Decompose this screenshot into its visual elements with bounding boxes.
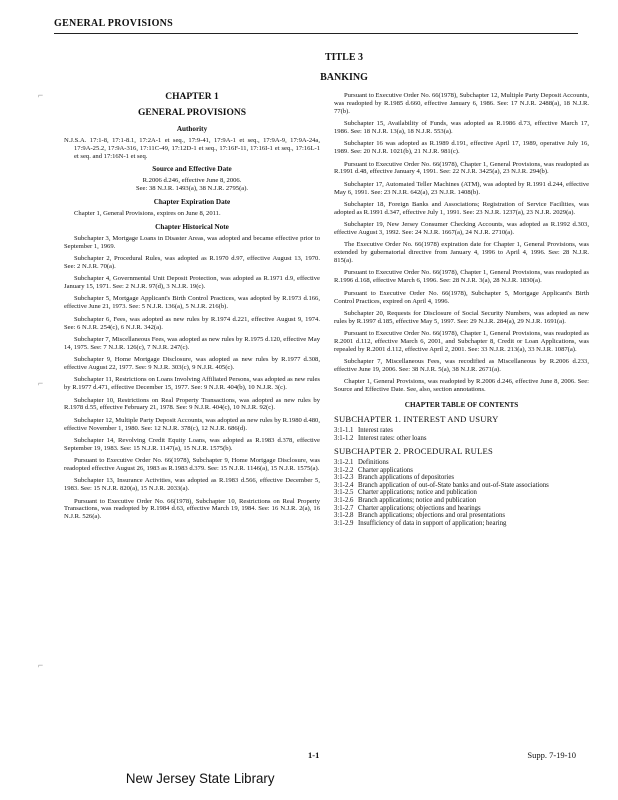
toc-section-title: Charter applications [358, 466, 413, 474]
toc-entry [334, 482, 589, 490]
history-paragraph: Subchapter 14, Revolving Credit Equity Loans, was adopted as R.1983 d.378, effective September 19, 1983. See: 15 N.J.R. 1147(a), 15 N.J.R. 1575(b). [64, 436, 320, 452]
history-paragraph: Subchapter 19, New Jersey Consumer Checking Accounts, was adopted as R.1992 d.303, effective August 3, 1992. See: 24 N.J.R. 1667(a), 24 N.J.R. 2710(a). [334, 221, 589, 237]
history-paragraph: Pursuant to Executive Order No. 66(1978), Subchapter 10, Restrictions on Real Property Transactions, was readopted by R.1984 d.63, effective March 19, 1984. See: 16 N.J.R. 2(a), 16 N.J.R. 526(a). [64, 497, 320, 521]
toc-section-title: Insufficiency of data in support of application; hearing [358, 519, 507, 527]
source-heading: Source and Effective Date [152, 165, 232, 174]
toc-section-title: Branch application of out-of-State banks and out-of-State associations [358, 481, 549, 489]
toc-heading: CHAPTER TABLE OF CONTENTS [404, 401, 519, 410]
margin-tick-mark: ⌐ [38, 378, 44, 388]
toc-entry [334, 427, 589, 435]
history-paragraph: Subchapter 15, Availability of Funds, was adopted as R.1986 d.73, effective March 17, 1986. See: 18 N.J.R. 13(a), 18 N.J.R. 553(a). [334, 120, 589, 136]
toc-section-title: Definitions [358, 459, 389, 467]
history-paragraph: Pursuant to Executive Order No. 66(1978), Subchapter 12, Multiple Party Deposit Accounts, was readopted by R.1985 d.660, effective January 6, 1986. See: 17 N.J.R. 2488(a), 18 N.J.R. 77(b). [334, 92, 589, 115]
chapter-number: CHAPTER 1 [165, 92, 219, 102]
page-number: 1-1 [308, 750, 320, 760]
toc-section-number: 3:1-2.1 [334, 459, 354, 467]
margin-tick-mark: ⌐ [38, 660, 44, 670]
toc-section-title: Branch applications; notice and publication [358, 497, 477, 505]
history-paragraph: Subchapter 4, Governmental Unit Deposit Protection, was adopted as R.1971 d.9, effective January 15, 1971. See: 2 N.J.R. 97(d), 3 N.J.R. 19(c). [64, 275, 320, 291]
history-paragraph: Pursuant to Executive Order No. 66(1978), Chapter 1, General Provisions, was readopted as R.1996 d.168, effective March 6, 1996. See: 28 N.J.R. 3(a), 28 N.J.R. 1830(a). [334, 269, 589, 285]
toc-entry [334, 459, 589, 467]
toc-section-title: Interest rates: other loans [358, 434, 427, 442]
history-paragraph: Subchapter 18, Foreign Banks and Associations; Registration of Service Facilities, was adopted as R.1991 d.347, effective July 1, 1991. See: 23 N.J.R. 1237(a), 23 N.J.R. 2029(a). [334, 200, 589, 216]
subchapter-heading: SUBCHAPTER 2. PROCEDURAL RULES [334, 446, 493, 457]
toc-section-number: 3:1-2.5 [334, 489, 354, 497]
toc-section-number: 3:1-2.7 [334, 504, 354, 512]
history-paragraph: Subchapter 7, Miscellaneous Fees, was recodified as Miscellaneous by R.2006 d.233, effective June 19, 2006. See: 38 N.J.R. 5(a), 38 N.J.R. 2671(a). [334, 358, 589, 374]
toc-entry [334, 497, 589, 505]
toc-entry [334, 489, 589, 497]
source-line: See: 38 N.J.R. 1493(a), 38 N.J.R. 2795(a). [135, 185, 249, 193]
left-column [64, 92, 320, 526]
history-paragraph: Pursuant to Executive Order No. 66(1978), Subchapter 5, Mortgage Applicant's Birth Control Practices, expired on April 4, 1996. [334, 289, 589, 305]
history-paragraph: Subchapter 11, Restrictions on Loans Involving Affiliated Persons, was adopted as new rules by R.1977 d.471, effective December 15, 1977. See: 9 N.J.R. 404(b), 10 N.J.R. 3(c). [64, 376, 320, 392]
toc-entry [334, 505, 589, 513]
history-paragraph: Subchapter 7, Miscellaneous Fees, was adopted as new rules by R.1975 d.120, effective May 14, 1975. See: 7 N.J.R. 126(c), 7 N.J.R. 247(c). [64, 335, 320, 351]
toc-section-number: 3:1-2.9 [334, 519, 354, 527]
history-paragraph: Subchapter 6, Fees, was adopted as new rules by R.1974 d.221, effective August 9, 1974. See: 6 N.J.R. 254(c), 6 N.J.R. 342(a). [64, 315, 320, 331]
toc-section-number: 3:1-2.4 [334, 481, 354, 489]
history-paragraph: Pursuant to Executive Order No. 66(1978), Subchapter 9, Home Mortgage Disclosure, was readopted effective August 26, 1983 as R.1983 d.379. See: 15 N.J.R. 1146(a), 15 N.J.R. 1575(a). [64, 457, 320, 473]
history-paragraph: Pursuant to Executive Order No. 66(1978), Chapter 1, General Provisions, was readopted as R.2001 d.112, effective March 6, 2001, and Subchapter 8, Credit or Loan Applications, was repealed by R.2001 d.112, effective April 2, 2001. See: 33 N.J.R. 213(a), 33 N.J.R. 1087(a). [334, 330, 589, 353]
history-paragraph: Subchapter 5, Mortgage Applicant's Birth Control Practices, was adopted by R.1973 d.166, effective June 21, 1973. See: 5 N.J.R. 136(a), 5 N.J.R. 216(b). [64, 295, 320, 311]
history-paragraph: Pursuant to Executive Order No. 66(1978), Chapter 1, General Provisions, was readopted as R.1991 d.48, effective January 4, 1991. See: 22 N.J.R. 3425(a), 23 N.J.R. 294(b). [334, 160, 589, 176]
history-paragraph: Chapter 1, General Provisions, was readopted by R.2006 d.246, effective June 8, 2006. See: Source and Effective Date. See, also, section annotations. [334, 378, 589, 394]
toc-section-number: 3:1-1.2 [334, 434, 354, 442]
authority-heading: Authority [176, 124, 208, 133]
subchapter-heading: SUBCHAPTER 1. INTEREST AND USURY [334, 414, 499, 425]
running-head: GENERAL PROVISIONS [54, 18, 174, 29]
toc-section-number: 3:1-2.6 [334, 497, 354, 505]
history-paragraph: Subchapter 12, Multiple Party Deposit Accounts, was adopted as new rules by R.1980 d.480, effective November 1, 1980. See: 12 N.J.R. 378(c), 12 N.J.R. 686(d). [64, 416, 320, 432]
history-paragraph: Subchapter 16 was adopted as R.1989 d.191, effective April 17, 1989, operative July 16, 1989. See: 20 N.J.R. 1021(b), 21 N.J.R. 981(c). [334, 140, 589, 156]
header-rule [54, 33, 578, 34]
toc-section-number: 3:1-1.1 [334, 426, 354, 434]
toc-entry [334, 435, 589, 443]
toc-section-title: Branch applications; objections and oral presentations [358, 512, 506, 520]
margin-tick-mark: ⌐ [38, 90, 44, 100]
toc-entry [334, 512, 589, 520]
library-stamp: New Jersey State Library [125, 770, 275, 786]
history-paragraph: Subchapter 17, Automated Teller Machines (ATM), was adopted by R.1991 d.244, effective May 6, 1991. See: 23 N.J.R. 642(a), 23 N.J.R. 1408(b). [334, 180, 589, 196]
authority-text: N.J.S.A. 17:1-8, 17:1-8.1, 17:2A-1 et seq., 17:9-41, 17:9A-1 et seq., 17:9A-9, 17:9A-24a, 17:9A-25.2, 17:9A-316, 17:11C-49, 17:12D-1 et seq., 17:16F-11, 17:16I-1 et seq., 17:16L-1 et seq. and 17:16N-1 et seq. [64, 136, 320, 160]
toc-section-title: Charter applications; notice and publication [358, 489, 477, 497]
history-heading: Chapter Historical Note [155, 222, 229, 231]
title-subheading: BANKING [320, 72, 368, 83]
expiration-text: Chapter 1, General Provisions, expires on June 8, 2011. [74, 210, 221, 218]
toc-entry [334, 520, 589, 528]
title-heading: TITLE 3 [324, 52, 364, 63]
toc-entry [334, 467, 589, 475]
right-column [334, 92, 589, 527]
toc-section-title: Interest rates [358, 426, 393, 434]
source-line: R.2006 d.246, effective June 8, 2006. [142, 177, 242, 185]
expiration-heading: Chapter Expiration Date [153, 198, 231, 207]
history-paragraph: Subchapter 13, Insurance Activities, was adopted as R.1983 d.566, effective December 5, 1983. See: 15 N.J.R. 820(a), 15 N.J.R. 2033(a). [64, 477, 320, 493]
toc-section-number: 3:1-2.2 [334, 466, 354, 474]
toc-list [334, 459, 589, 527]
toc-section-title: Charter applications; objections and hearings [358, 504, 481, 512]
history-paragraph: Subchapter 9, Home Mortgage Disclosure, was adopted as new rules by R.1977 d.308, effective August 22, 1977. See: 9 N.J.R. 303(c), 9 N.J.R. 405(c). [64, 356, 320, 371]
toc-section-number: 3:1-2.8 [334, 512, 354, 520]
toc-section-title: Branch applications of depositories [358, 474, 455, 482]
supplement-date: Supp. 7-19-10 [527, 750, 576, 760]
history-paragraph: Subchapter 10, Restrictions on Real Property Transactions, was adopted as new rules by R.1978 d.55, effective February 21, 1978. See: 9 N.J.R. 404(c), 10 N.J.R. 92(c). [64, 396, 320, 412]
toc-entry [334, 474, 589, 482]
history-paragraph: The Executive Order No. 66(1978) expiration date for Chapter 1, General Provisions, was extended by gubernatorial directive from January 4, 1996 to April 4, 1996. See: 28 N.J.R. 815(a). [334, 241, 589, 265]
history-paragraph: Subchapter 20, Requests for Disclosure of Social Security Numbers, was adopted as new rules by R.1997 d.185, effective May 5, 1997. See: 29 N.J.R. 284(a), 29 N.J.R. 1691(a). [334, 309, 589, 325]
history-paragraph: Subchapter 2, Procedural Rules, was adopted as R.1970 d.97, effective August 13, 1970. See: 2 N.J.R. 70(a). [64, 255, 320, 270]
toc-section-number: 3:1-2.3 [334, 474, 354, 482]
toc-list [334, 427, 589, 442]
history-paragraph: Subchapter 3, Mortgage Loans in Disaster Areas, was adopted and became effective prior to September 1, 1969. [64, 234, 320, 250]
chapter-name: GENERAL PROVISIONS [138, 107, 246, 118]
